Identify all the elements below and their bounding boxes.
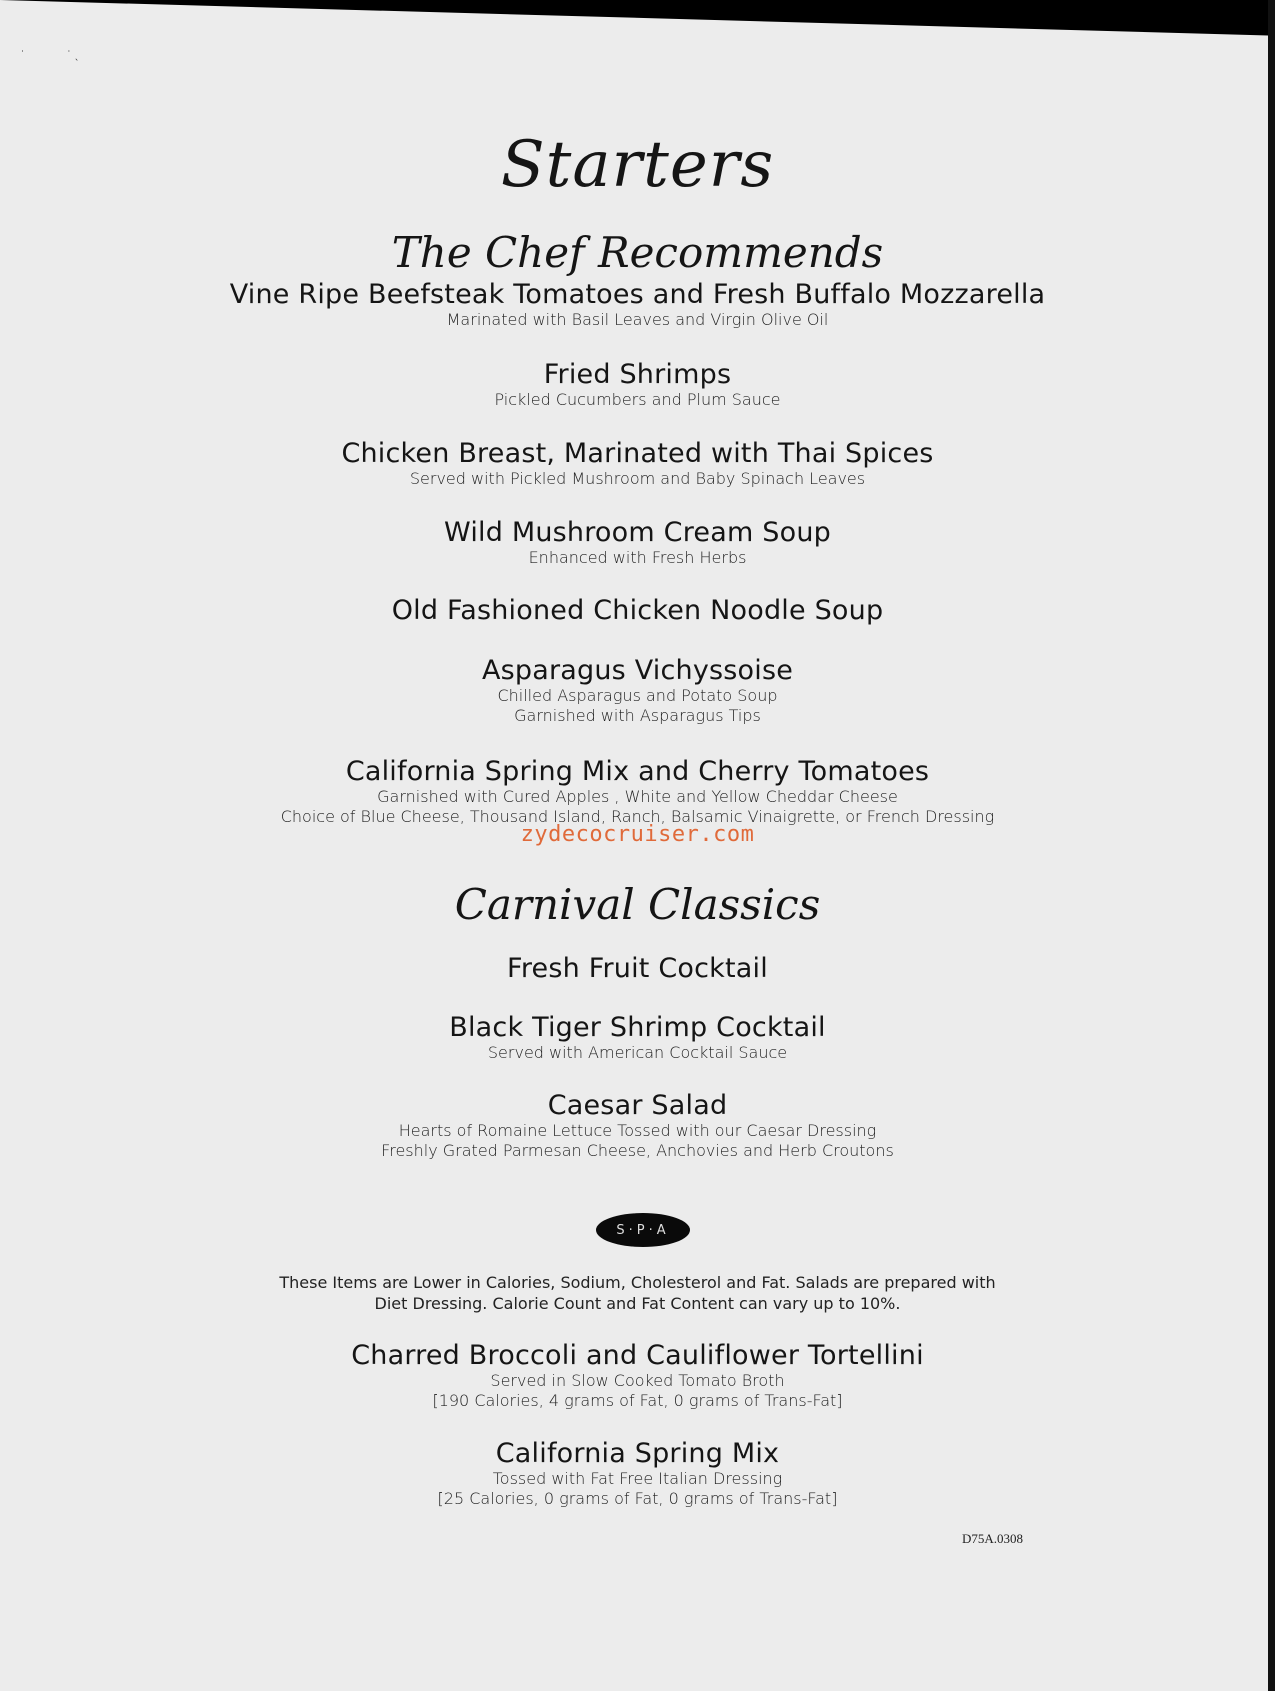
- menu-item-description: Garnished with Cured Apples , White and Yellow Cheddar Cheese: [377, 787, 898, 806]
- menu-item-description: Chilled Asparagus and Potato Soup: [497, 686, 778, 705]
- menu-item-name: Asparagus Vichyssoise: [481, 655, 794, 686]
- menu-item: [0, 280, 1275, 330]
- menu-item-description: Freshly Grated Parmesan Cheese, Anchovies and Herb Croutons: [381, 1141, 894, 1160]
- menu-item-description: Marinated with Basil Leaves and Virgin Olive Oil: [446, 310, 829, 329]
- menu-item-name: Black Tiger Shrimp Cocktail: [449, 1012, 826, 1043]
- menu-item-name: California Spring Mix: [495, 1438, 780, 1469]
- menu-item: [0, 439, 1275, 489]
- menu-item-description: Served in Slow Cooked Tomato Broth: [490, 1371, 785, 1390]
- menu-item-name: Caesar Salad: [547, 1090, 728, 1121]
- menu-item: [0, 596, 1275, 626]
- menu-item-description: [25 Calories, 0 grams of Fat, 0 grams of Trans-Fat]: [437, 1489, 838, 1508]
- menu-item-description: [190 Calories, 4 grams of Fat, 0 grams of Trans-Fat]: [432, 1391, 843, 1410]
- watermark: zydecocruiser.com: [520, 822, 755, 847]
- menu-item-description: Choice of Blue Cheese, Thousand Island, Ranch, Balsamic Vinaigrette, or French Dressing: [280, 807, 995, 826]
- menu-item-description: Served with American Cocktail Sauce: [487, 1043, 788, 1062]
- menu-item: [0, 1341, 1275, 1411]
- menu-item: [0, 1013, 1275, 1063]
- spa-note-line: These Items are Lower in Calories, Sodium, Cholesterol and Fat. Salads are prepared with: [279, 1273, 996, 1292]
- form-code: D75A.0308: [962, 1531, 1024, 1546]
- menu-item-description: Served with Pickled Mushroom and Baby Spinach Leaves: [409, 469, 866, 488]
- menu-item-name: Fried Shrimps: [543, 359, 732, 390]
- section-title-classics: Carnival Classics: [454, 880, 821, 929]
- menu-item-name: California Spring Mix and Cherry Tomatoes: [345, 756, 930, 787]
- section-title-chef: The Chef Recommends: [391, 228, 884, 277]
- menu-item: [0, 1439, 1275, 1509]
- spa-note-line: Diet Dressing. Calorie Count and Fat Content can vary up to 10%.: [374, 1294, 901, 1313]
- menu-item-name: Old Fashioned Chicken Noodle Soup: [391, 595, 884, 626]
- menu-item-description: Hearts of Romaine Lettuce Tossed with our Caesar Dressing: [398, 1121, 877, 1140]
- menu-item: [0, 757, 1275, 827]
- menu-item-description: Garnished with Asparagus Tips: [514, 706, 761, 725]
- menu-item-name: Charred Broccoli and Cauliflower Tortellini: [351, 1340, 924, 1371]
- menu-item-description: Tossed with Fat Free Italian Dressing: [492, 1469, 783, 1488]
- menu-item: [0, 518, 1275, 568]
- menu-item-description: Enhanced with Fresh Herbs: [528, 548, 747, 567]
- menu-item: [0, 656, 1275, 726]
- menu-item-name: Chicken Breast, Marinated with Thai Spices: [341, 438, 934, 469]
- menu-item-name: Fresh Fruit Cocktail: [507, 953, 768, 984]
- scan-specks: ˙ ˙ ˎ: [20, 50, 80, 61]
- spa-logo: S·P·A: [596, 1213, 690, 1247]
- menu-item-name: Vine Ripe Beefsteak Tomatoes and Fresh Buffalo Mozzarella: [229, 279, 1046, 310]
- spa-note: [0, 1272, 1275, 1314]
- menu-item: [0, 360, 1275, 410]
- menu-item-name: Wild Mushroom Cream Soup: [444, 517, 831, 548]
- menu-item: [0, 954, 1275, 984]
- menu-item: [0, 1091, 1275, 1161]
- page-title: Starters: [500, 128, 775, 202]
- menu-item-description: Pickled Cucumbers and Plum Sauce: [494, 390, 781, 409]
